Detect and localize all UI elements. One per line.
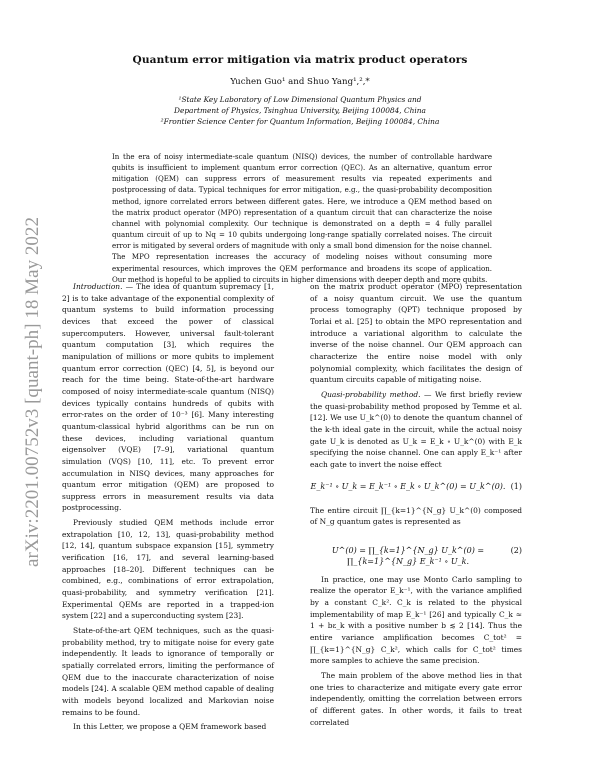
intro-text: — The idea of quantum supremacy [1, 2] is to take advantage of the exponential complexity of quantum systems to build information processing devices that exceed the power of classical supercomputers. However, universal fault-tolerant quantum computation [3], which requires the manipulation of millions or more qubits to implement quantum error correction (QEC) [4, 5], is beyond our reach for the time being. State-of-the-art hardware composed of noisy intermediate-scale quantum (NISQ) devices typically contains hundreds of qubits with error-rates on the order of 10⁻³ [6]. Many interesting quantum-classical hybrid algorithms can be run on these devices, including variational quantum eigensolver (VQE) [7–9], variational quantum simulation (VQS) [10, 11], etc. To prevent error accumulation in NISQ devices, many approaches for quantum error mitigation (QEM) are proposed to suppress errors in measurement results via data postprocessing. (62, 282, 274, 513)
quasi-prob-text: — We first briefly review the quasi-probability method proposed by Temme et al. [12]. We use U_k^(0) to denote the quantum channel of the k-th ideal gate in the circuit, while the actual noisy gate U_k is denoted as U_k = E_k ∘ U_k^(0) with E_k specifying the noise channel. One can apply E_k⁻¹ after each gate to invert the noise effect (310, 389, 522, 469)
right-column (310, 281, 522, 728)
arxiv-id: arXiv:2201.00752v3 [quant-ph] 18 May 2022 (23, 227, 43, 567)
quasi-prob-paragraph (310, 389, 522, 471)
circuit-paragraph: The entire circuit ∏_{k=1}^{N_g} U_k^(0) composed of N_g quantum gates is represented as (310, 505, 522, 527)
letter-intro-paragraph: In this Letter, we propose a QEM framework based (73, 722, 267, 732)
quasi-prob-lead: Quasi-probability method. (321, 389, 421, 399)
equation-2-body: U^(0) = ∏_{k=1}^{N_g} U_k^(0) = ∏_{k=1}^{N_g} E_k⁻¹ ∘ U_k. (331, 545, 485, 567)
paper-title: Quantum error mitigation via matrix product operators (132, 54, 468, 66)
equation-1-body: E_k⁻¹ ∘ U_k = E_k⁻¹ ∘ E_k ∘ U_k^(0) = U_k^(0). (310, 481, 506, 491)
arxiv-stamp-svg (10, 212, 50, 572)
sampling-paragraph: In practice, one may use Monto Carlo sampling to realize the operator E_k⁻¹, with the variance amplified by a constant C_k². C_k is related to the physical implementability of map E_k⁻¹ [26] and typically C_k ≈ 1 + bε_k with a positive number b ≲ 2 [14]. Thus the entire variance amplification becomes C_tot² = ∏_{k=1}^{N_g} C_k², which calls for C_tot² times more samples to achieve the same precision. (310, 574, 522, 666)
qem-limitations-paragraph: State-of-the-art QEM techniques, such as the quasi-probability method, try to mitigate noise for every gate independently. It leads to ignorance of temporally or spatially correlated errors, limiting the performance of QEM due to the inaccurate characterization of noise models [24]. A scalable QEM method capable of dealing with models beyond localized and Markovian noise remains to be found. (62, 626, 274, 717)
affiliation-1b: Department of Physics, Tsinghua University, Beijing 100084, China (174, 106, 426, 115)
paper-authors: Yuchen Guo¹ and Shuo Yang¹,²,* (230, 77, 370, 87)
main-problem-paragraph: The main problem of the above method lies in that one tries to characterize and mitigate every gate error independently, omitting the correlation between errors of different gates. In other words, it fails to treat correlated (310, 671, 522, 727)
intro-lead: Introduction. (73, 282, 123, 291)
equation-1 (310, 477, 522, 499)
arxiv-stamp (10, 212, 50, 572)
affiliation-1a: ¹State Key Laboratory of Low Dimensional Quantum Physics and (178, 95, 422, 104)
abstract: In the era of noisy intermediate-scale quantum (NISQ) devices, the number of controllable hardware qubits is insufficient to implement quantum error correction (QEC). As an alternative, quantum error mitigation (QEM) can suppress errors of measurement results via repeated experiments and postprocessing of data. Typical techniques for error mitigation, e.g., the quasi-probability decomposition method, ignore correlated errors between different gates. Here, we introduce a QEM method based on the matrix product operator (MPO) representation of a quantum circuit that can characterize the noise channel with polynomial complexity. Our technique is demonstrated on a depth = 4 fully parallel quantum circuit of up to Nq = 10 qubits undergoing long-range spatially correlated noises. The circuit error is mitigated by several orders of magnitude with only a small bond dimension for the noise channel. The MPO representation increases the accuracy of modeling noises without consuming more experimental resources, which improves the QEM performance and broadens its scope of application. Our method is hopeful to be applied to circuits in higher dimensions with deeper depth and more qubits. (112, 152, 492, 284)
equation-1-number: (1) (510, 481, 522, 491)
intro-paragraph (62, 281, 274, 514)
equation-2 (310, 534, 522, 568)
affiliation-2: ²Frontier Science Center for Quantum Information, Beijing 100084, China (160, 117, 440, 126)
equation-2-number: (2) (510, 545, 522, 555)
mpo-paragraph: on the matrix product operator (MPO) representation of a noisy quantum circuit. We use the quantum process tomography (QPT) technique proposed by Torlai et al. [25] to obtain the MPO representation and introduce a variational algorithm to calculate the inverse of the noise channel. Our QEM approach can characterize the entire noise model with only polynomial complexity, which facilitates the design of quantum circuits capable of mitigating noise. (310, 282, 522, 385)
left-column (62, 281, 274, 733)
qem-methods-paragraph: Previously studied QEM methods include error extrapolation [10, 12, 13], quasi-probability method [12, 14], quantum subspace expansion [15], symmetry verification [16, 17], and several learning-based approaches [18–20]. Different techniques can be combined, e.g., combinations of error extrapolation, quasi-probability, and symmetry verification [21]. Experimental QEMs are reported in a trapped-ion system [22] and a superconducting system [23]. (62, 518, 274, 621)
